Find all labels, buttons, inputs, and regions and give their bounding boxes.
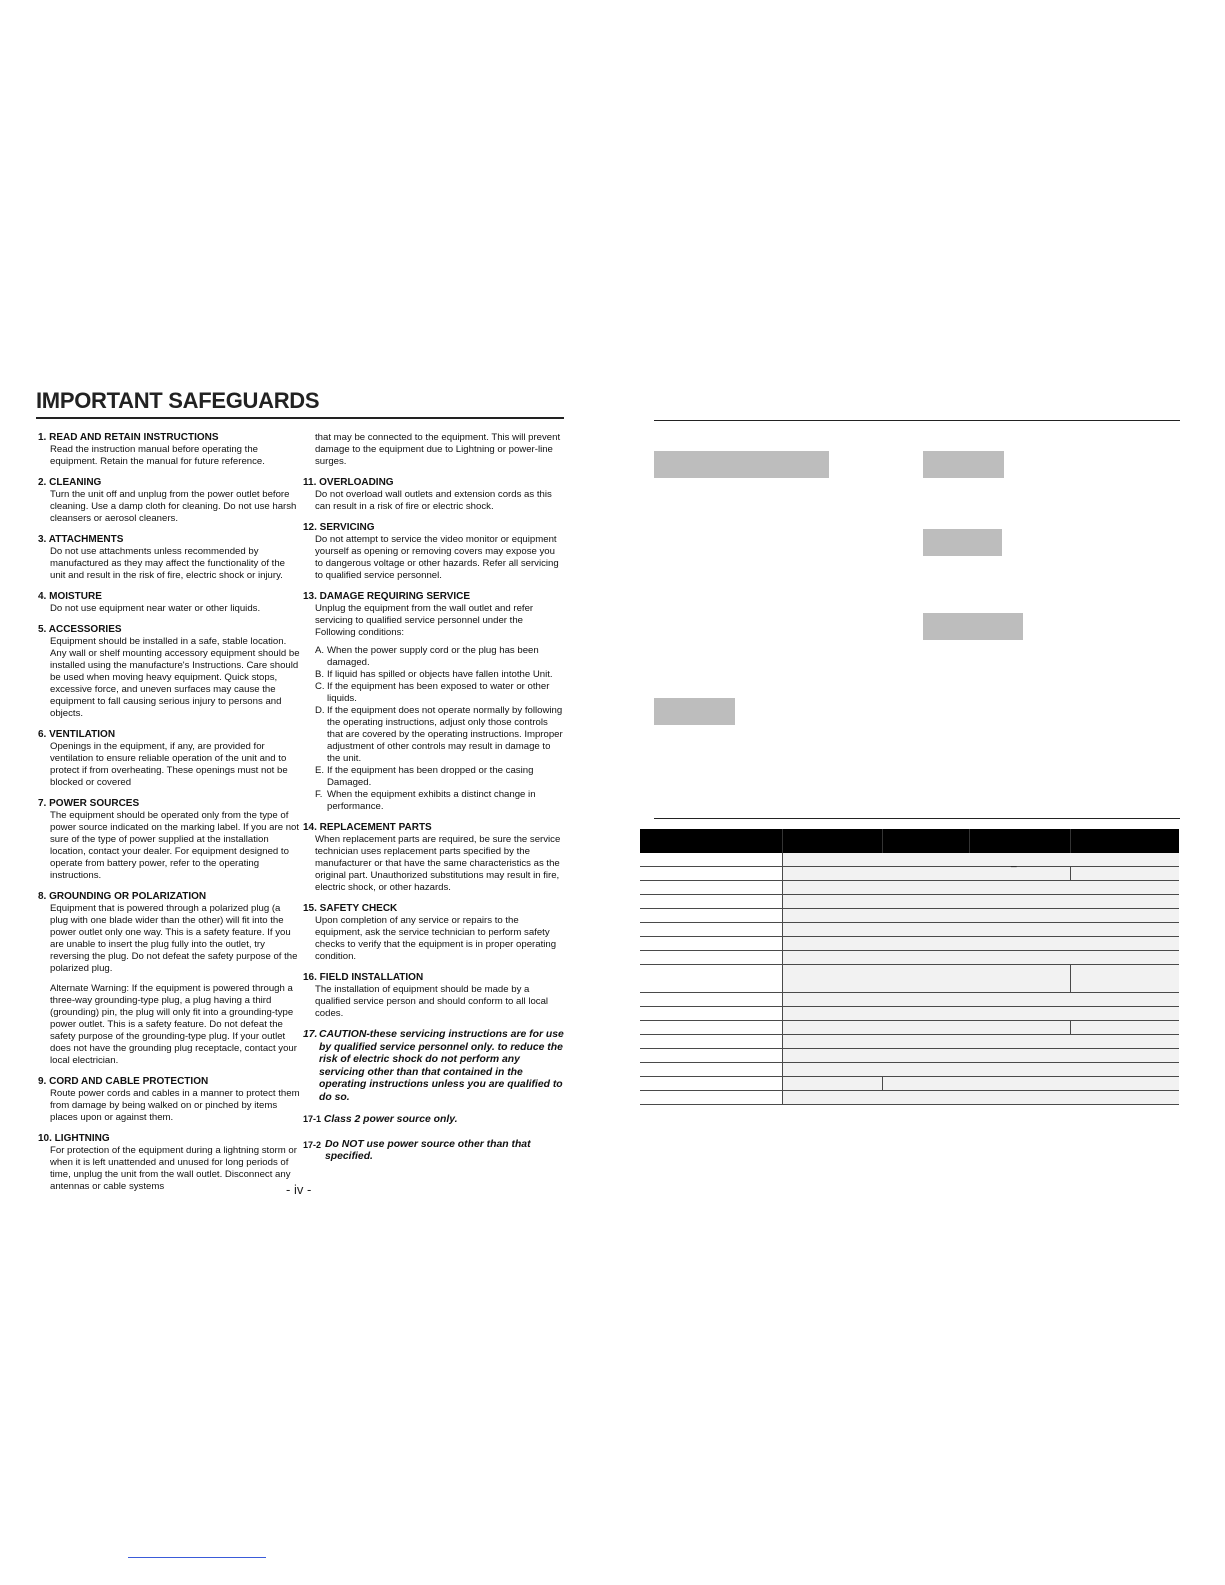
table-row xyxy=(640,881,1179,895)
safeguard-text: Do not overload wall outlets and extension cords as this can result in a risk of fire or electric shock. xyxy=(315,489,552,512)
safeguard-heading: 12. SERVICING xyxy=(303,522,375,533)
table-row xyxy=(640,1021,1179,1035)
safeguard-heading: 3. ATTACHMENTS xyxy=(38,534,124,545)
safeguard-text: Do not use equipment near water or other liquids. xyxy=(50,603,261,614)
safeguard-text: Equipment that is powered through a polarized plug (a plug with one blade wider than the other) will fit into the power outlet only one way. This is a safety feature. If you are unable to insert the plug fully into the outlet, try reversing the plug. Do not defeat the safety purpose of the polarized plug. xyxy=(50,903,298,974)
safeguard-item xyxy=(38,729,300,789)
note-text: Do NOT use power source other than that specified. xyxy=(325,1138,531,1162)
safeguard-item xyxy=(38,1133,300,1193)
safeguard-text: The equipment should be operated only from the type of power source indicated on the marking label. If you are not sure of the type of power supplied at the installation location, contact your dealer. For equipment designed to operate from battery power, refer to the operating instructions. xyxy=(50,810,300,881)
safeguards-column-left xyxy=(38,432,300,1202)
page-title: IMPORTANT SAFEGUARDS xyxy=(36,388,320,413)
safeguard-item xyxy=(303,972,565,1020)
safeguard-heading: 10. LIGHTNING xyxy=(38,1133,110,1144)
table-row xyxy=(640,951,1179,965)
condition-item: E. If the equipment has been dropped or the casing Damaged. xyxy=(315,765,534,788)
power-source-note xyxy=(303,1139,565,1164)
condition-item: B. If liquid has spilled or objects have fallen intothe Unit. xyxy=(315,669,553,680)
safeguard-heading: 4. MOISTURE xyxy=(38,591,102,602)
safeguard-heading: 11. OVERLOADING xyxy=(303,477,394,488)
safeguard-heading: 14. REPLACEMENT PARTS xyxy=(303,822,432,833)
service-conditions-list xyxy=(303,645,565,813)
safeguard-item xyxy=(38,798,300,882)
gray-placeholder-box xyxy=(654,451,829,478)
safeguard-text: Unplug the equipment from the wall outlet and refer servicing to qualified service personnel under the Following conditions: xyxy=(315,603,534,638)
safeguard-heading: 13. DAMAGE REQUIRING SERVICE xyxy=(303,591,471,602)
title-divider xyxy=(36,417,564,419)
safeguard-heading: 9. CORD AND CABLE PROTECTION xyxy=(38,1076,209,1087)
table-row xyxy=(640,1035,1179,1049)
gray-placeholder-box xyxy=(923,529,1002,556)
safeguard-heading: 7. POWER SOURCES xyxy=(38,798,140,809)
safeguard-text: Do not use attachments unless recommended by manufactured as they may affect the functionality of the unit and result in the risk of fire, electric shock or injury. xyxy=(50,546,286,581)
safeguard-item xyxy=(38,1076,300,1124)
safeguard-item xyxy=(38,432,300,468)
safeguard-heading: 1. READ AND RETAIN INSTRUCTIONS xyxy=(38,432,219,443)
safeguard-heading: 16. FIELD INSTALLATION xyxy=(303,972,424,983)
safeguard-text: Do not attempt to service the video monitor or equipment yourself as opening or removing covers may expose you to dangerous voltage or other hazards. Refer all servicing to qualified service personnel. xyxy=(315,534,559,581)
condition-item: F. When the equipment exhibits a distinct change in performance. xyxy=(315,789,536,812)
safeguard-text: The installation of equipment should be made by a qualified service person and should conform to all local codes. xyxy=(315,984,549,1019)
safeguard-item xyxy=(303,477,565,513)
safeguard-item xyxy=(38,591,300,615)
safeguard-item xyxy=(38,477,300,525)
safeguard-item xyxy=(38,534,300,582)
safeguard-item xyxy=(303,522,565,582)
safeguard-text: Openings in the equipment, if any, are provided for ventilation to ensure reliable operation of the unit and to protect if from overheating. These openings must not be blocked or covered xyxy=(50,741,288,788)
gray-placeholder-box xyxy=(923,451,1004,478)
safeguard-heading: 5. ACCESSORIES xyxy=(38,624,122,635)
safeguard-heading: 8. GROUNDING OR POLARIZATION xyxy=(38,891,207,902)
condition-item: C. If the equipment has been exposed to water or other liquids. xyxy=(315,681,550,704)
note-number: 17-1 xyxy=(303,1114,322,1124)
safeguards-column-right xyxy=(303,432,565,1173)
gray-placeholder-box xyxy=(923,613,1023,640)
safeguard-text: For protection of the equipment during a lightning storm or when it is left unattended and unused for long periods of time, unplug the unit from the wall outlet. Disconnect any antennas or cable systems xyxy=(50,1145,297,1192)
safeguard-heading: 6. VENTILATION xyxy=(38,729,116,740)
safeguard-text: Read the instruction manual before operating the equipment. Retain the manual for future reference. xyxy=(50,444,265,467)
safeguard-text: Upon completion of any service or repairs to the equipment, ask the service technician to perform safety checks to verify that the equipment is in proper operating condition. xyxy=(315,915,557,962)
table-row xyxy=(640,1077,1179,1091)
safeguard-item xyxy=(38,624,300,720)
table-row xyxy=(640,1049,1179,1063)
note-text: Class 2 power source only. xyxy=(323,1114,458,1125)
page-number: - iv - xyxy=(286,1182,312,1197)
table-row xyxy=(640,853,1179,867)
safeguard-item xyxy=(303,903,565,963)
safeguard-item xyxy=(303,591,565,813)
condition-item: D. If the equipment does not operate normally by following the operating instructions, adjust only those controls that are covered by the operating instructions. Improper adjustment of other controls may result in damage to the unit. xyxy=(315,705,563,764)
table-row xyxy=(640,993,1179,1007)
spec-table xyxy=(640,829,1179,1105)
table-underscore-mark: _ xyxy=(1011,857,1017,868)
table-row xyxy=(640,909,1179,923)
gray-placeholder-box xyxy=(654,698,735,725)
caution-text: CAUTION-these servicing instructions are for use by qualified service personnel only. to reduce the risk of electric shock do not perform any servicing other than that contained in the operating instructions unless you are qualified to do so. xyxy=(319,1029,564,1103)
safeguard-heading: 15. SAFETY CHECK xyxy=(303,903,398,914)
safeguard-item xyxy=(303,822,565,894)
table-row xyxy=(640,895,1179,909)
footer-link-underline xyxy=(128,1557,266,1558)
safeguard-heading: 2. CLEANING xyxy=(38,477,102,488)
right-page-mid-rule xyxy=(654,818,1180,819)
table-row xyxy=(640,1091,1179,1105)
lightning-continuation: that may be connected to the equipment. This will prevent damage to the equipment due to Lightning or power-line surges. xyxy=(315,432,561,467)
safeguard-text: Equipment should be installed in a safe, stable location. Any wall or shelf mounting accessory equipment should be installed using the manufacture's Instructions. Care should be used when moving heavy equipment. Quick stops, excessive force, and uneven surfaces may cause the equipment to fall causing serious injury to persons and objects. xyxy=(50,636,300,719)
safeguard-text: Alternate Warning: If the equipment is powered through a three-way grounding-type plug, a plug having a third (grounding) pin, the plug will only fit into a grounding-type power outlet. This is a safety feature. Do not defeat the safety purpose of the grounding-type plug. If your outlet does not have the grounding plug receptacle, contact your local electrician. xyxy=(50,983,297,1066)
safeguard-text: Route power cords and cables in a manner to protect them from damage by being walked on or pinched by items places upon or against them. xyxy=(50,1088,300,1123)
safeguard-text: Turn the unit off and unplug from the power outlet before cleaning. Use a damp cloth for cleaning. Do not use harsh cleansers or aerosol cleaners. xyxy=(50,489,297,524)
spec-table-header xyxy=(640,829,1179,853)
safeguard-text: When replacement parts are required, be sure the service technician uses replacement parts specified by the manufacturer or that have the same characteristics as the original part. Unauthorized substitutions may result in fire, electric shock, or other hazards. xyxy=(315,834,561,893)
table-row xyxy=(640,1063,1179,1077)
safeguard-item xyxy=(38,891,300,1067)
note-number: 17-2 xyxy=(303,1139,322,1150)
caution-note xyxy=(303,1029,565,1104)
table-row xyxy=(640,937,1179,951)
table-row xyxy=(640,1007,1179,1021)
table-row xyxy=(640,965,1179,993)
table-row xyxy=(640,923,1179,937)
class2-note xyxy=(303,1113,565,1127)
right-page-top-rule xyxy=(654,420,1180,421)
condition-item: A. When the power supply cord or the plug has been damaged. xyxy=(315,645,539,668)
table-row xyxy=(640,867,1179,881)
caution-number: 17. xyxy=(303,1029,318,1040)
